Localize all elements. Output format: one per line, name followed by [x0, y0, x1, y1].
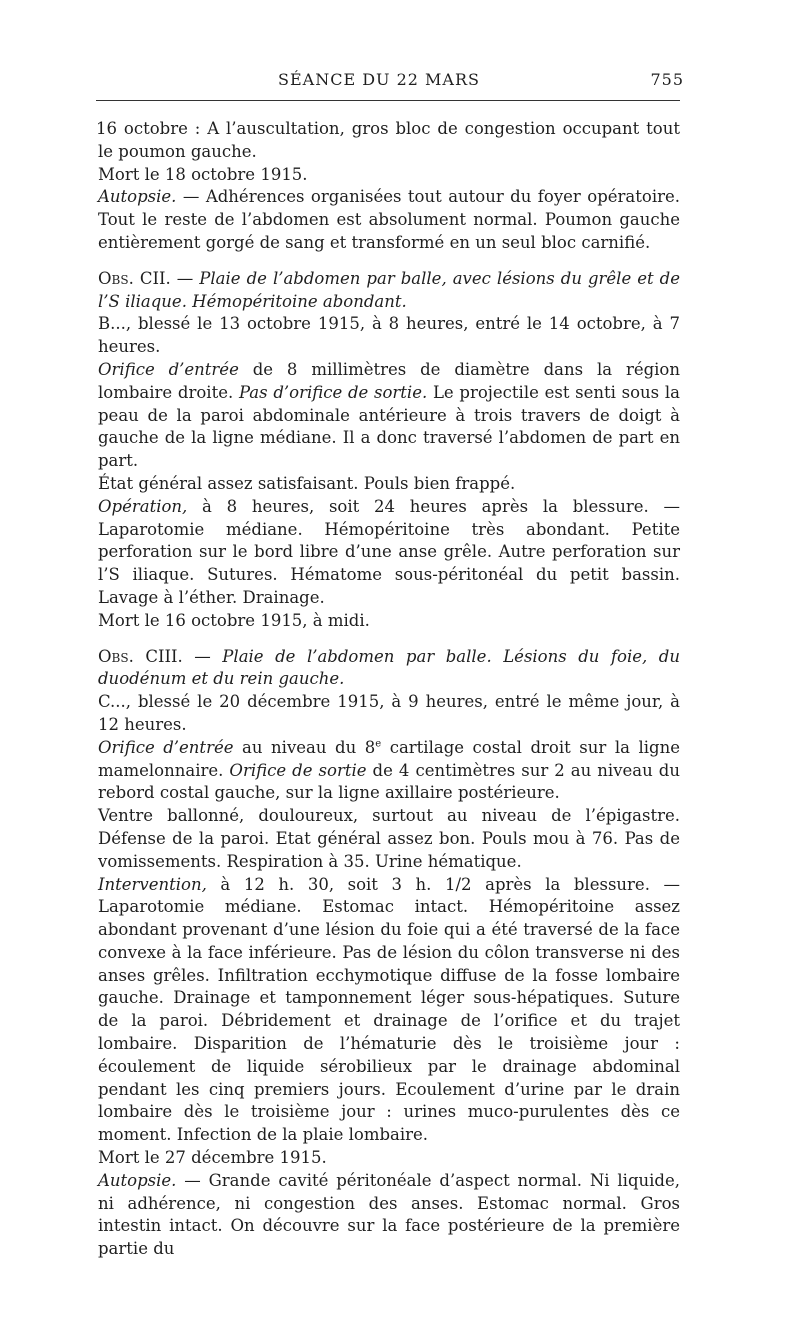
observation-label: Obs. CII. — [98, 268, 171, 288]
header-rule — [96, 100, 680, 101]
paragraph: Autopsie. — Adhérences organisées tout autour du foyer opératoire. Tout le reste de l’abdomen est absolument normal. Poumon gauche entièrement gorgé de sang et transformé en un seul bloc carnifié. — [98, 187, 680, 252]
italic-lead: Autopsie. — [98, 187, 177, 207]
observation-heading — [98, 646, 680, 692]
paragraph: 16 octobre : A l’auscultation, gros bloc de congestion occupant tout le poumon gauche. — [96, 119, 680, 161]
observation-title: — Plaie de l’abdomen par balle. Lésions du foie, du duodénum et du rein gauche. — [98, 646, 680, 689]
observation-title: — Plaie de l’abdomen par balle, avec lésions du grêle et de l’S iliaque. Hémopéritoine abondant. — [98, 268, 680, 311]
paragraph: Intervention, à 12 h. 30, soit 3 h. 1/2 après la blessure. — Laparotomie médiane. Estomac intact. Hémopéritoine assez abondant provenant d’une lésion du foie qui a été traversé de la face convexe à la face inférieure. Pas de lésion du côlon transverse ni des anses grêles. Infiltration ecchymotique diffuse de la fosse lombaire gauche. Drainage et tamponnement léger sous-hépatiques. Suture de la paroi. Débridement et drainage de l’orifice et du trajet lombaire. Disparition de l’hématurie dès le troisième jour : écoulement de liquide sérobilieux par le drainage abdominal pendant les cinq premiers jours. Ecoulement d’urine par le drain lombaire dès le troisième jour : urines muco-purulentes dès ce moment. Infection de la plaie lombaire. — [98, 874, 680, 1145]
paragraph: Ventre ballonné, douloureux, surtout au niveau de l’épigastre. Défense de la paroi. Etat général assez bon. Pouls mou à 76. Pas de vomissements. Respiration à 35. Urine hématique. — [98, 806, 680, 871]
paragraph: Mort le 18 octobre 1915. — [98, 164, 308, 184]
paragraph: Orifice d’entrée au niveau du 8e cartilage costal droit sur la ligne mamelonnaire. Orifice de sortie de 4 centimètres sur 2 au niveau du rebord costal gauche, sur la ligne axillaire postérieure. — [98, 737, 680, 803]
running-header — [74, 64, 684, 94]
paragraph: C..., blessé le 20 décembre 1915, à 9 heures, entré le même jour, à 12 heures. — [98, 692, 680, 734]
paragraph: Autopsie. — Grande cavité péritonéale d’aspect normal. Ni liquide, ni adhérence, ni congestion des anses. Estomac normal. Gros intestin intact. On découvre sur la face postérieure de la première partie du — [98, 1170, 680, 1259]
paragraph: Opération, à 8 heures, soit 24 heures après la blessure. — Laparotomie médiane. Hémopéritoine très abondant. Petite perforation sur le bord libre d’une anse grêle. Autre perforation sur l’S iliaque. Sutures. Hématome sous-péritonéal du petit bassin. Lavage à l’éther. Drainage. — [98, 496, 680, 607]
page-number: 755 — [650, 70, 684, 89]
paragraph: B..., blessé le 13 octobre 1915, à 8 heures, entré le 14 octobre, à 7 heures. — [98, 314, 680, 357]
observation-heading — [98, 268, 680, 314]
paragraph: Mort le 16 octobre 1915, à midi. — [98, 610, 370, 630]
paragraph: État général assez satisfaisant. Pouls bien frappé. — [98, 473, 516, 493]
paragraph: Mort le 27 décembre 1915. — [98, 1148, 327, 1168]
page-body — [98, 118, 680, 1261]
running-title: SÉANCE DU 22 MARS — [278, 70, 480, 89]
observation-label: Obs. CIII. — [98, 646, 183, 666]
paragraph: Orifice d’entrée de 8 millimètres de diamètre dans la région lombaire droite. Pas d’orifice de sortie. Le projectile est senti sous la peau de la paroi abdominale antérieure à trois travers de doigt à gauche de la ligne médiane. Il a donc traversé l’abdomen de part en part. — [98, 359, 680, 471]
